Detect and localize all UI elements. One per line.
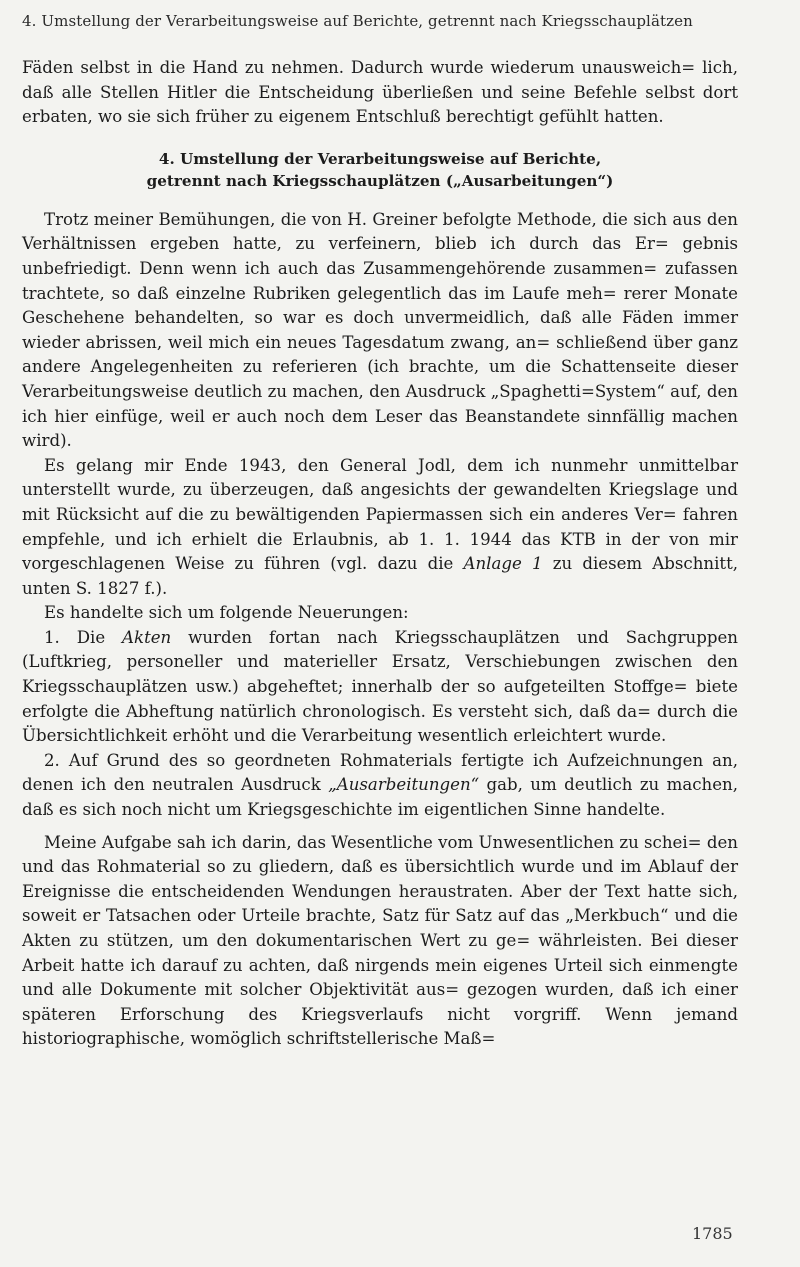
paragraph-4-text-b: wurden fortan nach Kriegsschauplätzen und Sachgruppen (Luftkrieg, personeller und materieller Ersatz, Verschiebungen zwischen den Kriegsschauplätzen usw.) abgeheftet; innerhalb der so aufgeteilten Stoffge= biete erfolgte die Abheftung natürlich chronologisch. Es versteht sich, daß da= durch die Übersichtlichkeit erhöht und die Verarbeitung wesentlich erleichtert wurde. (22, 627, 738, 746)
paragraph-5-text-a: 2. Auf Grund des so geordneten Rohmaterials fertigte ich Aufzeichnungen an, denen ich den neutralen Ausdruck (22, 750, 738, 795)
page-number: 1785 (692, 1224, 733, 1243)
paragraph-6: Meine Aufgabe sah ich darin, das Wesentliche vom Unwesentlichen zu schei= den und das Rohmaterial so zu gliedern, daß es übersichtlich wurde und im Ablauf der Ereignisse die entscheidenden Wendungen heraustraten. Aber der Text hatte sich, soweit er Tatsachen oder Urteile brachte, Satz für Satz auf das „Merkbuch“ und die Akten zu stützen, um den dokumentarischen Wert zu ge= währleisten. Bei dieser Arbeit hatte ich darauf zu achten, daß nirgends mein eigenes Urteil sich einmengte und alle Dokumente mit solcher Objektivität aus= gezogen wurden, daß ich einer späteren Erforschung des Kriegsverlaufs nicht vorgriff. Wenn jemand historiographische, womöglich schriftstellerische Maß= (22, 832, 738, 1049)
intro-paragraph: Fäden selbst in die Hand zu nehmen. Dadurch wurde wiederum unausweich= lich, daß alle Stellen Hitler die Entscheidung überließen und seine Befehle selbst dort erbaten, wo sie sich früher zu eigenem Entschluß berechtigt gefühlt hatten. (22, 58, 738, 127)
paragraph-5-italic: „Ausarbeitungen“ (328, 775, 480, 795)
paragraph-4-italic: Akten (122, 627, 172, 647)
paragraph-5-text-b: gab, um deutlich zu machen, daß es sich noch nicht um Kriegsgeschichte im eigentlichen Sinne handelte. (22, 775, 738, 820)
paragraph-4-text-a: 1. Die (44, 627, 123, 647)
paragraph-4 (22, 626, 738, 749)
paragraph-1: Trotz meiner Bemühungen, die von H. Greiner befolgte Methode, die sich aus den Verhältnissen ergeben hatte, zu verfeinern, blieb ich durch das Er= gebnis unbefriedigt. Denn wenn ich auch das Zusammengehörende zusammen= zufassen trachtete, so daß einzelne Rubriken gelegentlich das im Laufe meh= rerer Monate Geschehene behandelten, so war es doch unvermeidlich, daß alle Fäden immer wieder abrissen, weil mich ein neues Tagesdatum zwang, an= schließend über ganz andere Angelegenheiten zu referieren (ich brachte, um die Schattenseite dieser Verarbeitungsweise deutlich zu machen, den Ausdruck „Spaghetti=System“ auf, den ich hier einfüge, weil er auch noch dem Leser das Beanstandete sinnfällig machen wird). (22, 209, 738, 451)
paragraph-2 (22, 454, 738, 602)
book-page (22, 0, 738, 1267)
paragraph-2-text-a: Es gelang mir Ende 1943, den General Jodl, dem ich nunmehr unmittelbar unterstellt wurde, zu überzeugen, daß angesichts der gewandelten Kriegslage und mit Rücksicht auf die zu bewältigenden Papiermassen sich ein anderes Ver= fahren empfehle, und ich erhielt die Erlaubnis, ab 1. 1. 1944 das KTB in der von mir vorgeschlagenen Weise zu führen (vgl. dazu die (22, 455, 738, 574)
paragraph-5 (22, 749, 738, 823)
section-heading-line-2: getrennt nach Kriegsschauplätzen („Ausarbeitungen“) (146, 171, 614, 190)
section-heading (22, 148, 738, 192)
paragraph-2-text-b: zu diesem Abschnitt, unten S. 1827 f.). (22, 554, 739, 598)
paragraph-3: Es handelte sich um folgende Neuerungen: (44, 603, 409, 623)
paragraph-2-italic: Anlage 1 (463, 554, 543, 574)
section-heading-line-1: 4. Umstellung der Verarbeitungsweise auf Berichte, (158, 149, 602, 168)
running-head: 4. Umstellung der Verarbeitungsweise auf Berichte, getrennt nach Kriegsschauplätzen (22, 12, 693, 30)
body-text (22, 56, 738, 1052)
